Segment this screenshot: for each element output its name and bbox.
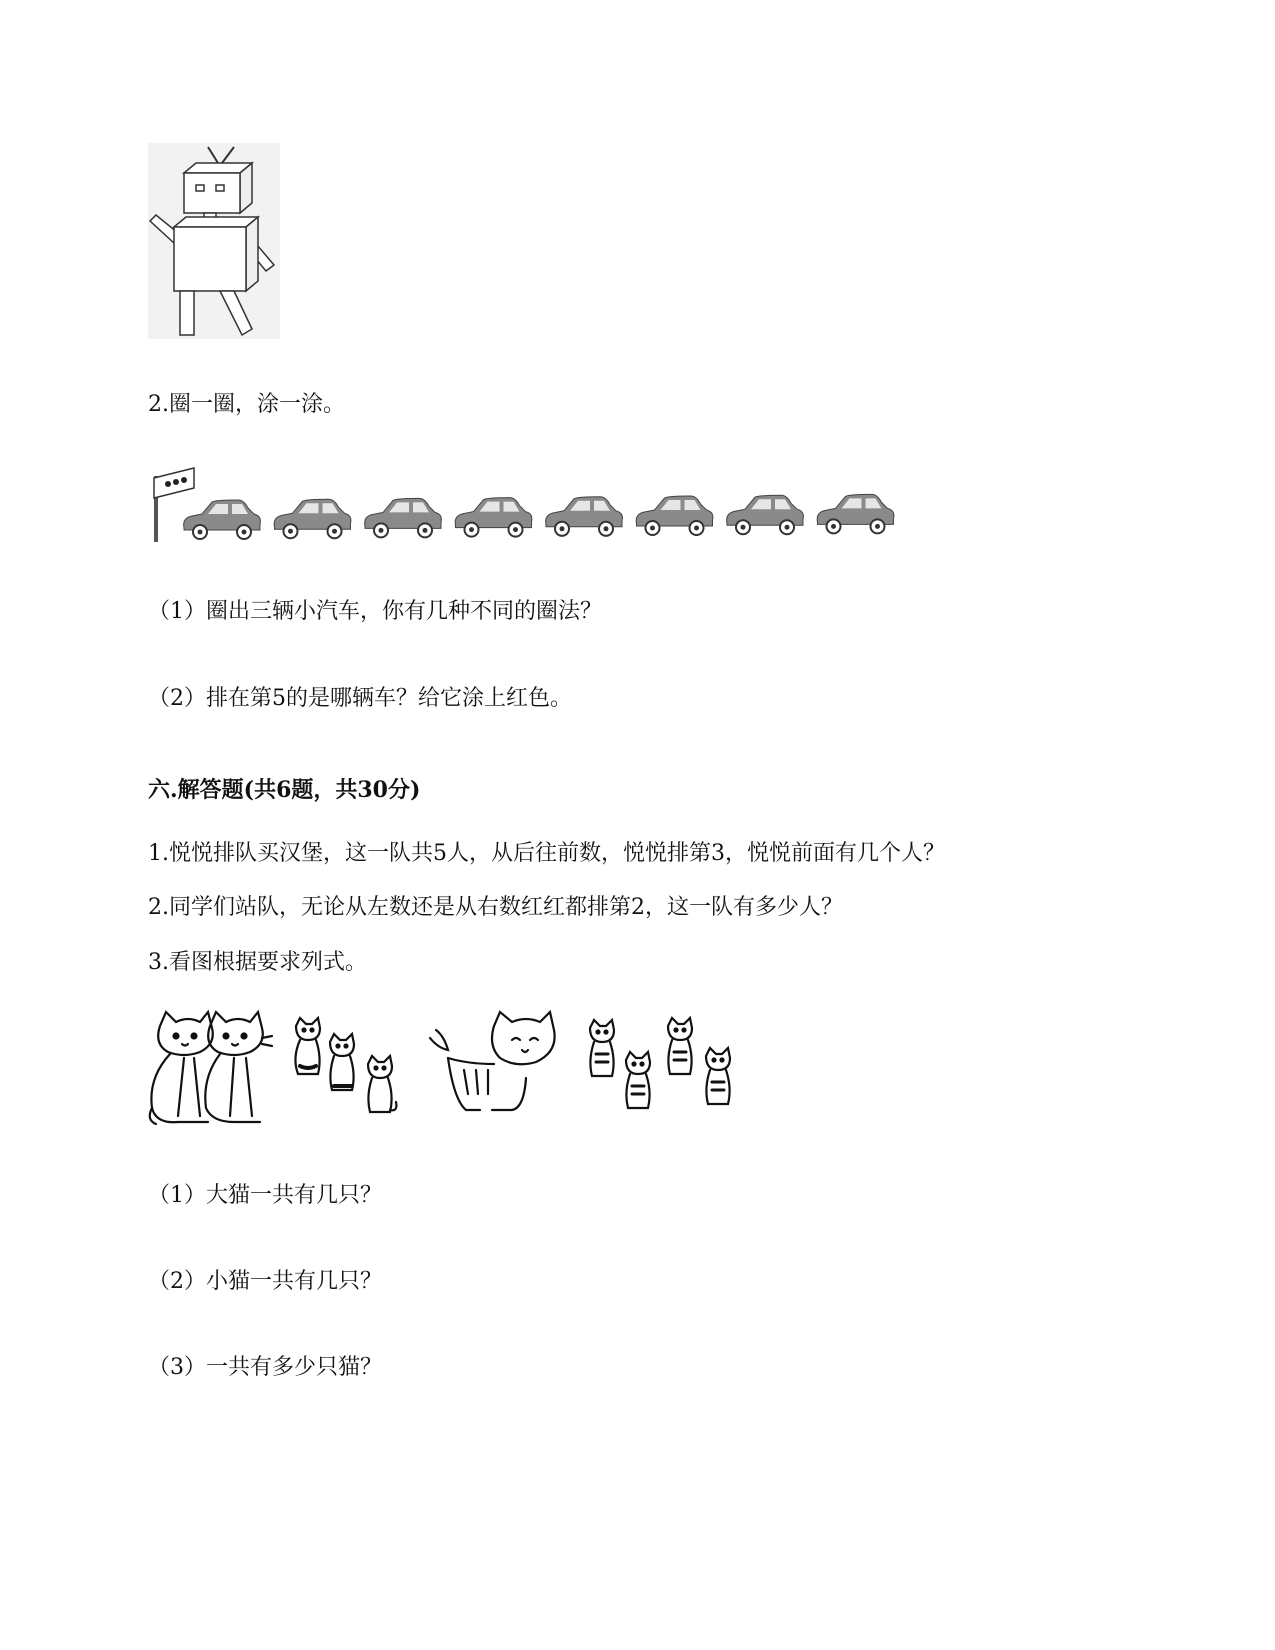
car-3: [365, 498, 442, 537]
cats-figure: [148, 1008, 758, 1128]
big-cat-1: [150, 1012, 213, 1124]
small-cat-3: [368, 1056, 396, 1112]
big-cat-3: [430, 1012, 555, 1110]
question-2-sub2: （2）排在第5的是哪辆车？给它涂上红色。: [148, 686, 572, 711]
small-cat-4: [590, 1020, 614, 1076]
section6-question-1: 1.悦悦排队买汉堡，这一队共5人，从后往前数，悦悦排第3，悦悦前面有几个人？: [148, 841, 945, 866]
question-2-prompt: 2.圈一圈，涂一涂。: [148, 392, 345, 417]
small-cat-7: [706, 1048, 730, 1104]
traffic-light-icon: [154, 468, 194, 542]
section6-question-3: 3.看图根据要求列式。: [148, 950, 367, 975]
small-cat-6: [668, 1018, 692, 1074]
section6-question-2: 2.同学们站队，无论从左数还是从右数红红都排第2，这一队有多少人？: [148, 895, 843, 920]
car-2: [274, 499, 351, 538]
question-2-sub1: （1）圈出三辆小汽车，你有几种不同的圈法？: [148, 599, 602, 624]
car-4: [455, 498, 532, 537]
small-cat-1: [295, 1018, 320, 1074]
section6-question-3-sub3: （3）一共有多少只猫？: [148, 1355, 382, 1380]
car-5: [546, 497, 623, 536]
big-cat-2: [205, 1012, 272, 1122]
section6-question-3-sub2: （2）小猫一共有几只？: [148, 1269, 382, 1294]
section6-question-3-sub1: （1）大猫一共有几只？: [148, 1183, 382, 1208]
car-1: [184, 500, 261, 539]
car-7: [727, 495, 804, 534]
car-6: [636, 496, 713, 535]
robot-figure: [148, 143, 280, 339]
cars-row-figure: [148, 466, 918, 548]
car-8: [817, 494, 894, 533]
small-cat-5: [626, 1052, 650, 1108]
section-6-heading: 六.解答题(共6题，共30分): [148, 777, 421, 803]
small-cat-2: [330, 1034, 354, 1090]
